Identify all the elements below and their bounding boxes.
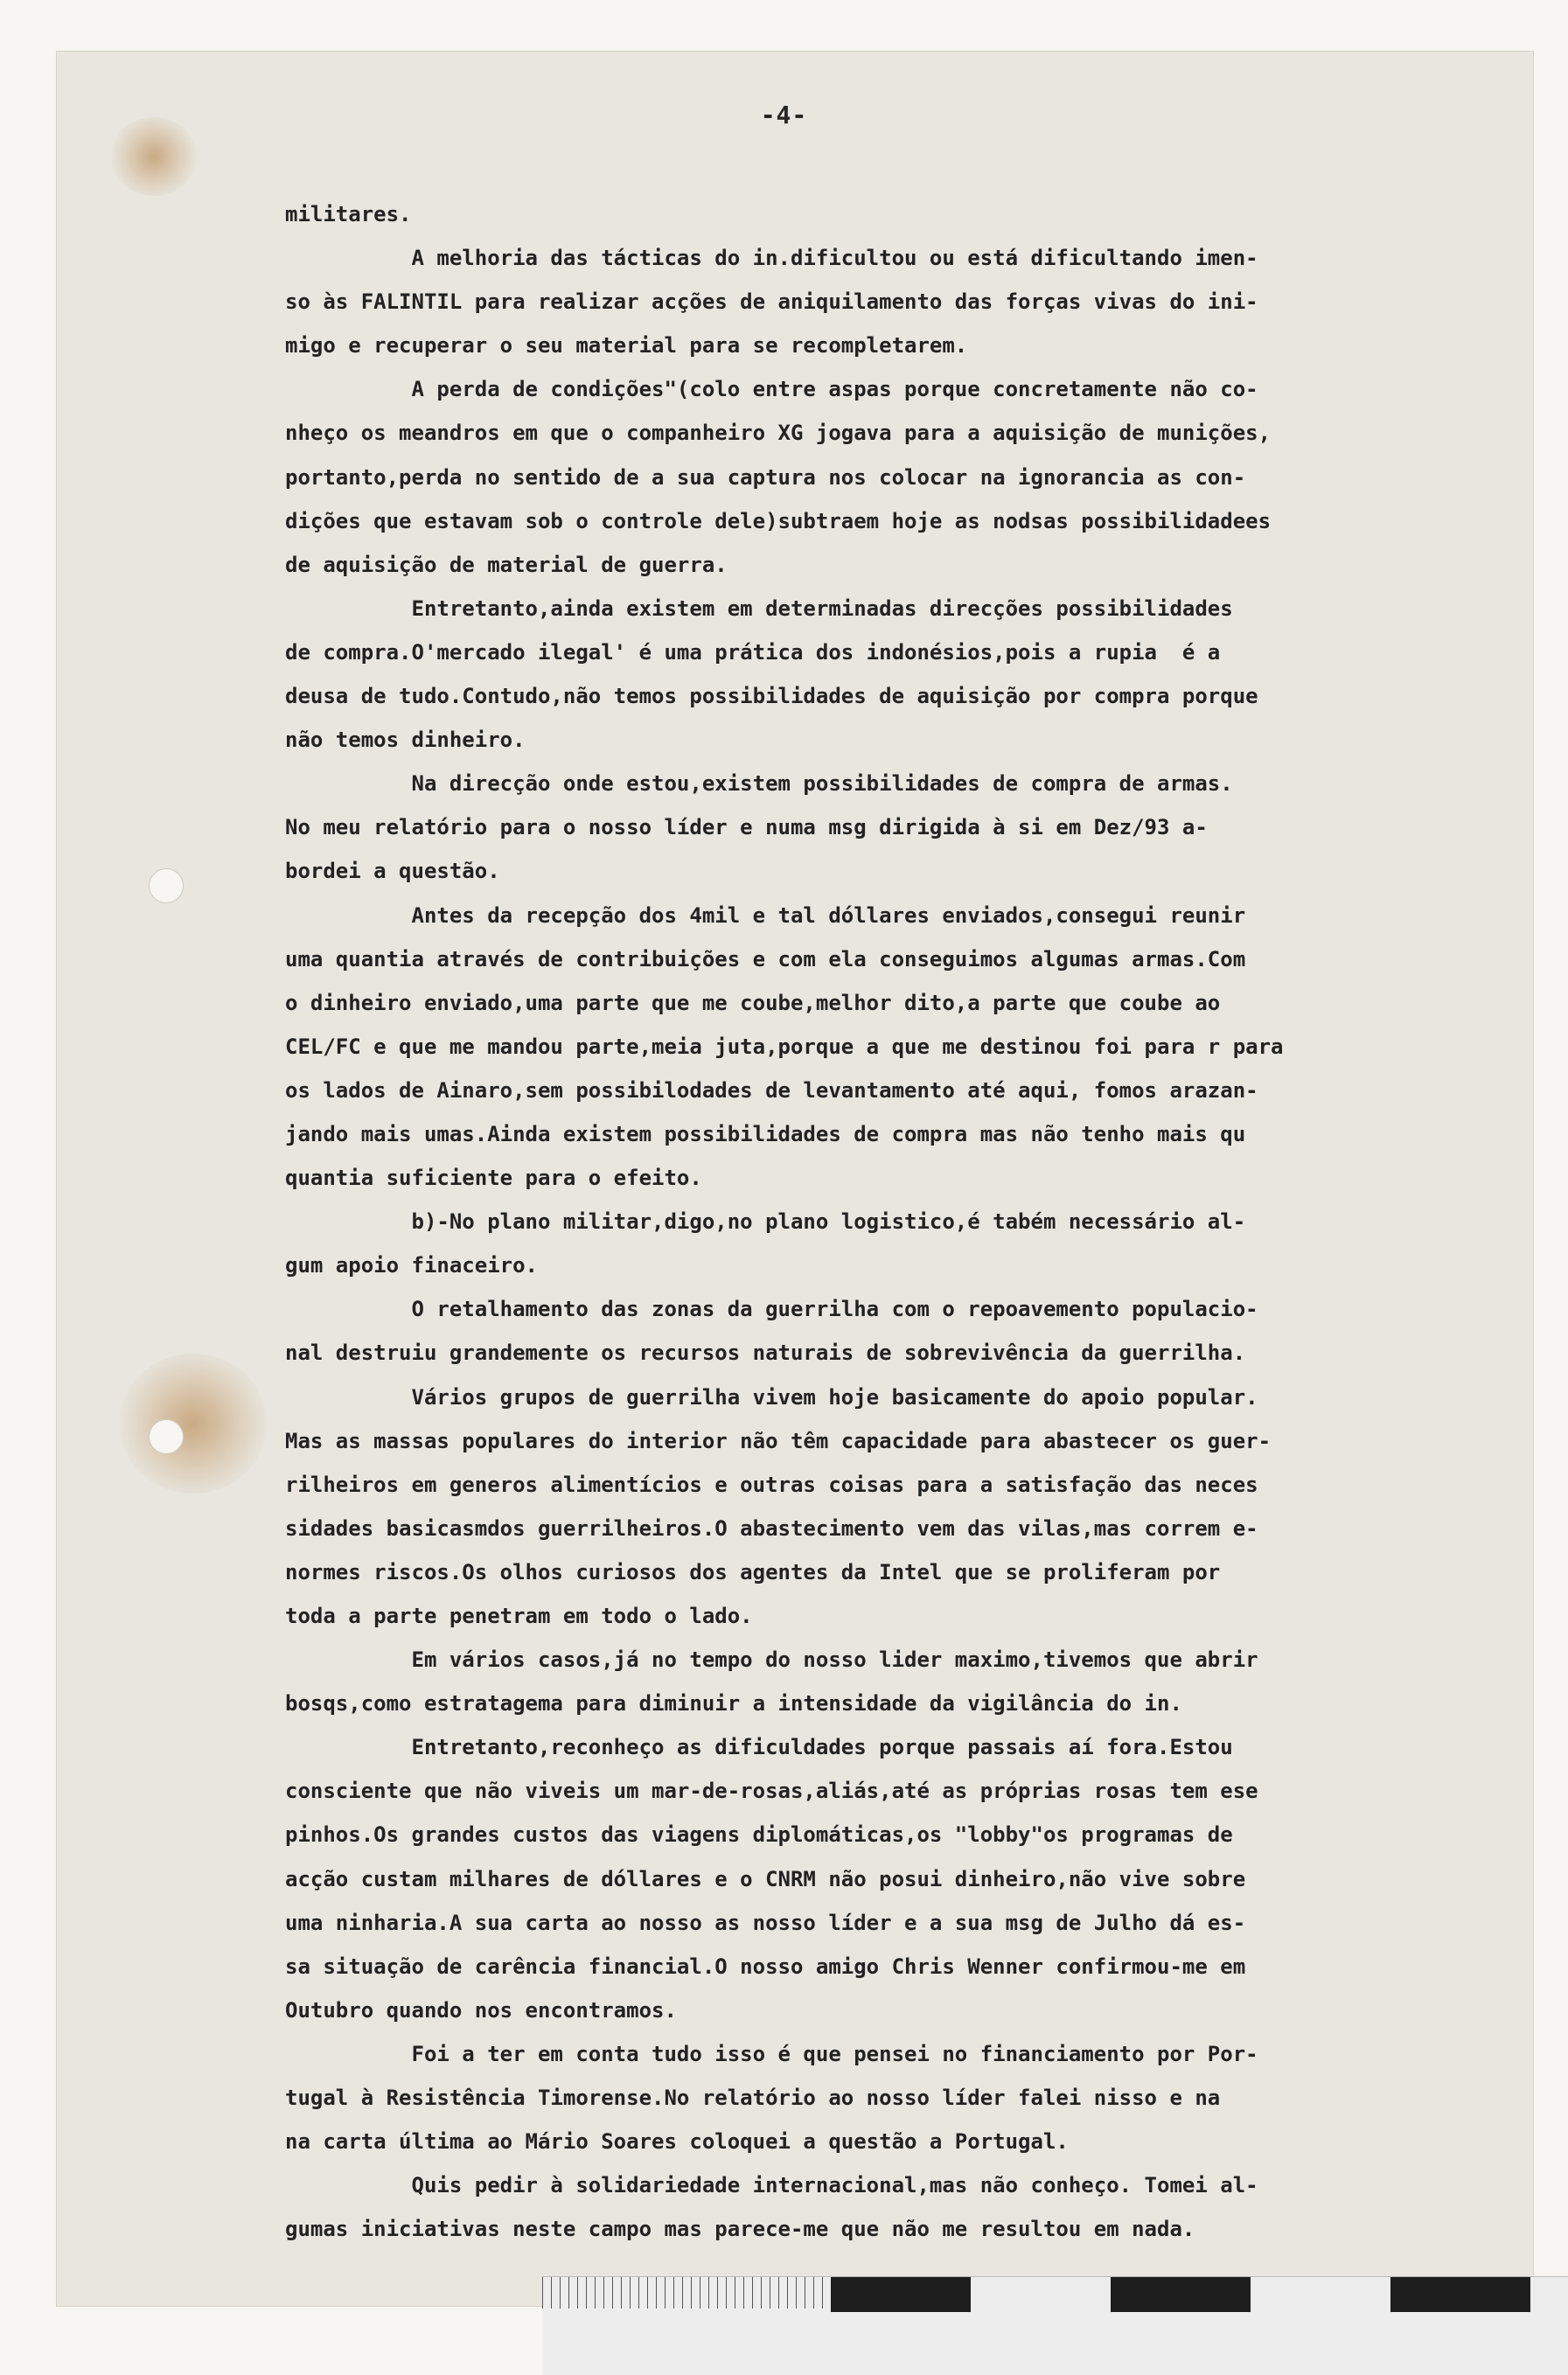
text-line: so às FALINTIL para realizar acções de aniquilamento das forças vivas do ini-	[285, 289, 1258, 315]
text-line: os lados de Ainaro,sem possibilodades de levantamento até aqui, fomos arazan-	[285, 1077, 1258, 1103]
text-line: nal destruiu grandemente os recursos naturais de sobrevivência da guerrilha.	[285, 1341, 1246, 1366]
text-line: Vários grupos de guerrilha vivem hoje basicamente do apoio popular.	[285, 1384, 1258, 1410]
text-line: deusa de tudo.Contudo,não temos possibilidades de aquisição por compra porque	[285, 684, 1258, 709]
text-line: Foi a ter em conta tudo isso é que pensei no financiamento por Por-	[285, 2041, 1258, 2066]
text-line: pinhos.Os grandes custos das viagens diplomáticas,os "lobby"os programas de	[285, 1822, 1233, 1848]
typewritten-body	[285, 192, 1492, 2251]
text-line: tugal à Resistência Timorense.No relatório ao nosso líder falei nisso e na	[285, 2086, 1221, 2111]
text-line: o dinheiro enviado,uma parte que me coube,melhor dito,a parte que coube ao	[285, 990, 1221, 1015]
text-line: bosqs,como estratagema para diminuir a intensidade da vigilância do in.	[285, 1691, 1182, 1717]
text-line: uma quantia através de contribuições e com ela conseguimos algumas armas.Com	[285, 946, 1246, 972]
text-line: acção custam milhares de dóllares e o CNRM não posui dinheiro,não vive sobre	[285, 1866, 1246, 1891]
text-line: CEL/FC e que me mandou parte,meia juta,porque a que me destinou foi para r para	[285, 1034, 1284, 1059]
text-line: portanto,perda no sentido de a sua captura nos colocar na ignorancia as con-	[285, 464, 1246, 490]
text-line: Outubro quando nos encontramos.	[285, 1997, 677, 2023]
text-line: sa situação de carência financial.O nosso amigo Chris Wenner confirmou-me em	[285, 1954, 1246, 1979]
text-line: A melhoria das tácticas do in.dificultou ou está dificultando imen-	[285, 246, 1258, 271]
ruler-segment	[831, 2277, 971, 2312]
text-line: Em vários casos,já no tempo do nosso lider maximo,tivemos que abrir	[285, 1647, 1258, 1673]
text-line: Antes da recepção dos 4mil e tal dóllares enviados,consegui reunir	[285, 902, 1246, 928]
text-line: militares.	[285, 202, 412, 226]
ruler-ticks	[542, 2277, 831, 2309]
punch-hole	[149, 1419, 184, 1454]
punch-hole	[149, 868, 184, 903]
text-line: O retalhamento das zonas da guerrilha com o repoavemento populacio-	[285, 1297, 1258, 1322]
page-number: -4-	[760, 101, 808, 129]
text-line: jando mais umas.Ainda existem possibilidades de compra mas não tenho mais qu	[285, 1121, 1246, 1146]
text-line: uma ninharia.A sua carta ao nosso as nosso líder e a sua msg de Julho dá es-	[285, 1910, 1246, 1935]
text-line: toda a parte penetram em todo o lado.	[285, 1604, 753, 1628]
ruler-segment	[1111, 2277, 1251, 2312]
text-line: gum apoio finaceiro.	[285, 1253, 538, 1278]
text-line: migo e recuperar o seu material para se recompletarem.	[285, 333, 968, 359]
text-line: consciente que não viveis um mar-de-rosas,aliás,até as próprias rosas tem ese	[285, 1779, 1258, 1804]
text-line: No meu relatório para o nosso líder e numa msg dirigida à si em Dez/93 a-	[285, 815, 1208, 840]
text-line: Mas as massas populares do interior não têm capacidade para abastecer os guer-	[285, 1428, 1272, 1453]
text-line: bordei a questão.	[285, 859, 500, 884]
text-line: Entretanto,ainda existem em determinadas direcções possibilidades	[285, 595, 1233, 621]
ruler-segment	[1390, 2277, 1530, 2312]
scale-ruler	[542, 2276, 1568, 2375]
text-line: A perda de condições"(colo entre aspas porque concretamente não co-	[285, 377, 1258, 402]
text-line: dições que estavam sob o controle dele)subtraem hoje as nodsas possibilidadees	[285, 508, 1272, 533]
text-line: quantia suficiente para o efeito.	[285, 1166, 702, 1191]
text-line: b)-No plano militar,digo,no plano logistico,é tabém necessário al-	[285, 1209, 1246, 1235]
text-line: de aquisição de material de guerra.	[285, 552, 728, 577]
text-line: de compra.O'mercado ilegal' é uma prática dos indonésios,pois a rupia é a	[285, 639, 1221, 665]
text-line: Entretanto,reconheço as dificuldades porque passais aí fora.Estou	[285, 1735, 1233, 1760]
text-line: nheço os meandros em que o companheiro XG jogava para a aquisição de munições,	[285, 421, 1272, 446]
text-line: rilheiros em generos alimentícios e outras coisas para a satisfação das neces	[285, 1472, 1258, 1497]
rust-stain	[119, 1354, 268, 1494]
text-line: Na direcção onde estou,existem possibilidades de compra de armas.	[285, 771, 1233, 797]
text-line: não temos dinheiro.	[285, 728, 526, 753]
text-line: normes riscos.Os olhos curiosos dos agentes da Intel que se proliferam por	[285, 1559, 1221, 1584]
text-line: sidades basicasmdos guerrilheiros.O abastecimento vem das vilas,mas correm e-	[285, 1515, 1258, 1541]
text-line: gumas iniciativas neste campo mas parece-me que não me resultou em nada.	[285, 2217, 1195, 2242]
text-line: na carta última ao Mário Soares coloquei a questão a Portugal.	[285, 2129, 1069, 2155]
text-line: Quis pedir à solidariedade internacional,mas não conheço. Tomei al-	[285, 2173, 1258, 2198]
